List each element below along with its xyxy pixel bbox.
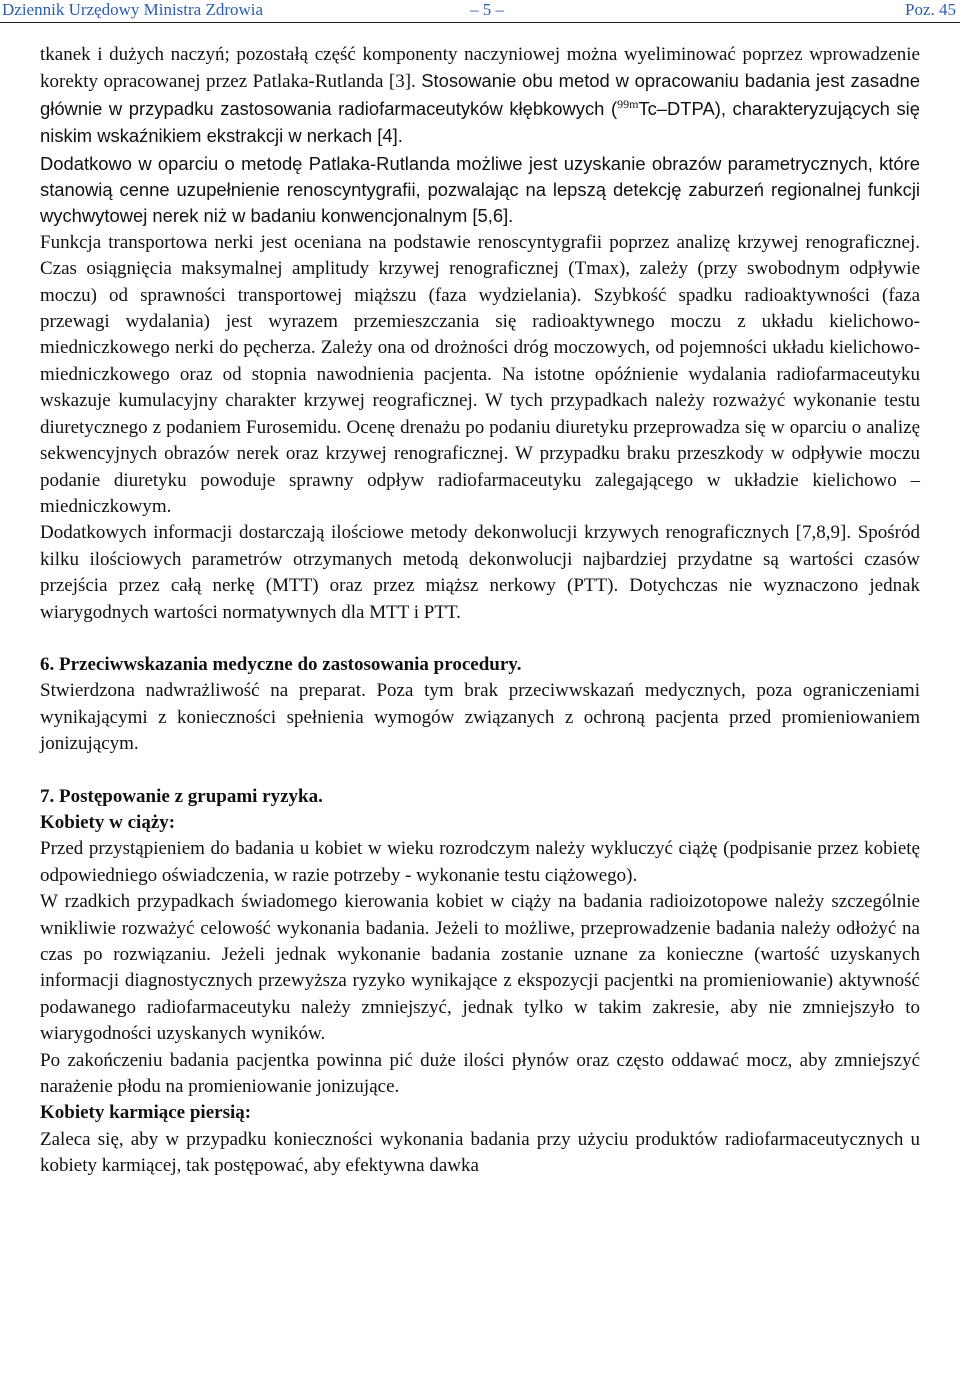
paragraph-intro-part-1: tkanek i dużych naczyń; pozostałą część komponenty naczyniowej można wyeliminować poprzez wprowadzenie korekty opracowanej przez Patlaka-Rutlanda [3]. (40, 44, 920, 93)
journal-title: Dziennik Urzędowy Ministra Zdrowia (2, 0, 264, 19)
subheading-breastfeeding-women: Kobiety karmiące piersią: (40, 1102, 252, 1124)
section-6-heading: 6. Przeciwwskazania medyczne do zastosowania procedury. (40, 653, 522, 675)
paragraph-deconvolution: Dodatkowych informacji dostarczają ilościowe metody dekonwolucji krzywych renograficznych [7,8,9]. Spośród kilku ilościowych parametrów otrzymanych metodą dekonwolucji najbardziej przydatne są wartości czasów przejścia przez całą nerkę (MTT) oraz przez miąższ nerkowy (PTT). Dotychczas nie wyznaczono jednak wiarygodnych wartości normatywnych dla MTT i PTT. (40, 522, 920, 623)
section-7-heading: 7. Postępowanie z grupami ryzyka. (40, 785, 323, 807)
spacer (40, 626, 920, 652)
paragraph-intro (40, 42, 920, 151)
page-number: – 5 – (470, 0, 504, 19)
page-header (0, 0, 960, 23)
paragraph-pregnancy-referral: W rzadkich przypadkach świadomego kierowania kobiet w ciąży na badania radioizotopowe należy szczególnie wnikliwie rozważyć celowość wykonania badania. Jeżeli to możliwe, przeprowadzenie badania należy odłożyć na czas po rozwiązaniu. Jeżeli jednak wykonanie badania zostanie uznane za konieczne (wartość uzyskanych informacji diagnostycznych przewyższa ryzyko wynikające z ekspozycji pacjentki na promieniowanie) aktywność podawanego radiofarmaceutyku należy zmniejszyć, jednak tylko w takim zakresie, aby nie zmniejszyło to wiarygodności uzyskanych wyników. (40, 891, 920, 1045)
subheading-pregnant-women: Kobiety w ciąży: (40, 811, 176, 833)
paragraph-breastfeeding: Zaleca się, aby w przypadku konieczności wykonania badania przy użyciu produktów radiofarmaceutycznych u kobiety karmiącej, tak postępować, aby efektywna dawka (40, 1128, 920, 1177)
paragraph-intro-part-2: Stosowanie obu metod w opracowaniu badania jest zasadne głównie w przypadku zastosowania radiofarmaceutyków kłębkowych ( (40, 70, 920, 119)
paragraph-parametric-images: Dodatkowo w oparciu o metodę Patlaka-Rutlanda możliwe jest uzyskanie obrazów parametrycznych, które stanowią cenne uzupełnienie renoscyntygrafii, pozwalając na lepszą detekcję zaburzeń regionalnej funkcji wychwytowej nerek niż w badaniu konwencjonalnym [5,6]. (40, 152, 920, 227)
paragraph-intro-part-3: Tc–DTPA), charakteryzujących się niskim wskaźnikiem ekstrakcji w nerkach [4]. (40, 97, 920, 147)
section-6-text: Stwierdzona nadwrażliwość na preparat. Poza tym brak przeciwwskazań medycznych, poza ograniczeniami wynikającymi z konieczności spełnienia wymogów związanych z ochroną pacjenta przed promieniowaniem jonizującym. (40, 680, 920, 755)
document-body (40, 42, 920, 1180)
paragraph-pregnancy-exclusion: Przed przystąpieniem do badania u kobiet w wieku rozrodczym należy wykluczyć ciążę (podpisanie przez kobietę odpowiedniego oświadczenia, w razie potrzeby - wykonanie testu ciążowego). (40, 838, 920, 886)
paragraph-transport-function: Funkcja transportowa nerki jest oceniana na podstawie renoscyntygrafii poprzez analizę krzywej renograficznej. Czas osiągnięcia maksymalnej amplitudy krzywej renograficznej (Tmax), zależy (przy swobodnym odpływie moczu) od sprawności transportowej miąższu (faza wydzielania). Szybkość spadku radioaktywności (faza przewagi wydalania) jest wyrazem przemieszczania się radioaktywnego moczu z układu kielichowo-miedniczkowego nerki do pęcherza. Zależy ona od drożności dróg moczowych, od pojemności układu kielichowo-miedniczkowego oraz od stopnia nawodnienia pacjenta. Na istotne opóźnienie wydalania radiofarmaceutyku wskazuje kumulacyjny charakter krzywej reograficznej. W tych przypadkach należy rozważyć wykonanie testu diuretycznego z podaniem Furosemidu. Ocenę drenażu po podaniu diuretyku przeprowadza się w oparciu o analizę sekwencyjnych obrazów nerek oraz krzywej renograficznej. W przypadku braku przeszkody w odpływie moczu podanie diuretyku powoduje sprawny odpływ radiofarmaceutyku zalegającego w układzie kielichowo – miedniczkowym. (40, 231, 920, 517)
position-number: Poz. 45 (905, 0, 956, 19)
isotope-superscript: 99m (617, 96, 639, 111)
paragraph-after-exam: Po zakończeniu badania pacjentka powinna pić duże ilości płynów oraz często oddawać mocz, aby zmniejszyć narażenie płodu na promieniowanie jonizujące. (40, 1049, 920, 1098)
spacer (40, 758, 920, 784)
